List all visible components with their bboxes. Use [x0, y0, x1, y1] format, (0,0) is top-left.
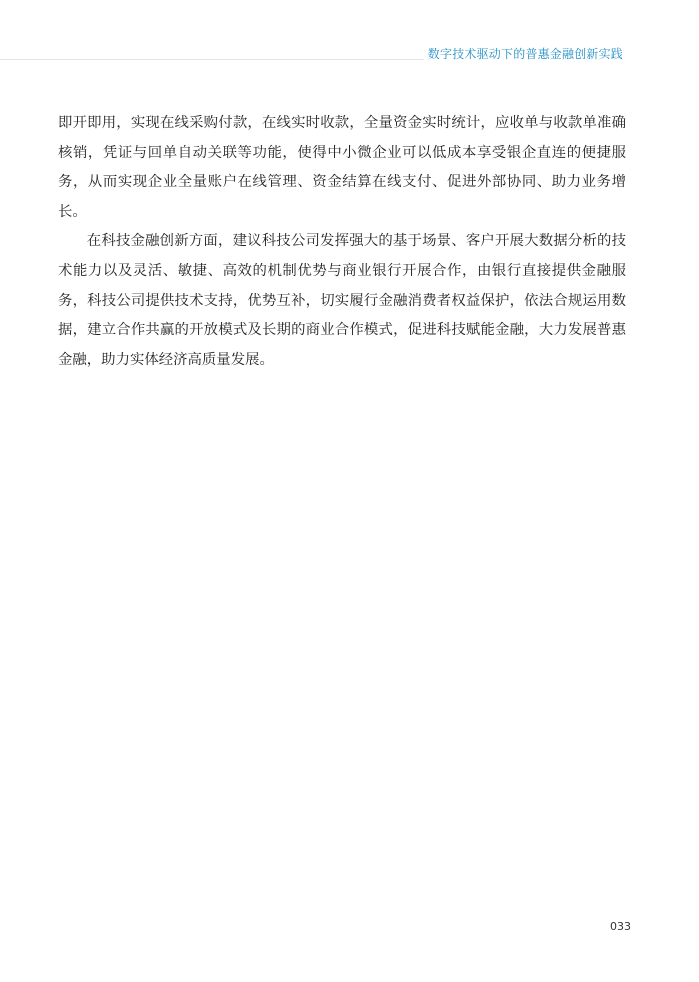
body-text — [58, 109, 626, 375]
page-number: 033 — [610, 920, 631, 933]
header-rule — [0, 59, 424, 60]
running-header-title: 数字技术驱动下的普惠金融创新实践 — [427, 47, 623, 61]
paragraph-continued: 即开即用，实现在线采购付款，在线实时收款，全量资金实时统计，应收单与收款单准确核销，凭证与回单自动关联等功能，使得中小微企业可以低成本享受银企直连的便捷服务，从而实现企业全量账户在线管理、资金结算在线支付、促进外部协同、助力业务增长。 — [58, 115, 626, 220]
page-header — [0, 0, 699, 62]
paragraph: 在科技金融创新方面，建议科技公司发挥强大的基于场景、客户开展大数据分析的技术能力以及灵活、敏捷、高效的机制优势与商业银行开展合作，由银行直接提供金融服务，科技公司提供技术支持，优势互补，切实履行金融消费者权益保护，依法合规运用数据，建立合作共赢的开放模式及长期的商业合作模式，促进科技赋能金融，大力发展普惠金融，助力实体经济高质量发展。 — [58, 233, 626, 368]
